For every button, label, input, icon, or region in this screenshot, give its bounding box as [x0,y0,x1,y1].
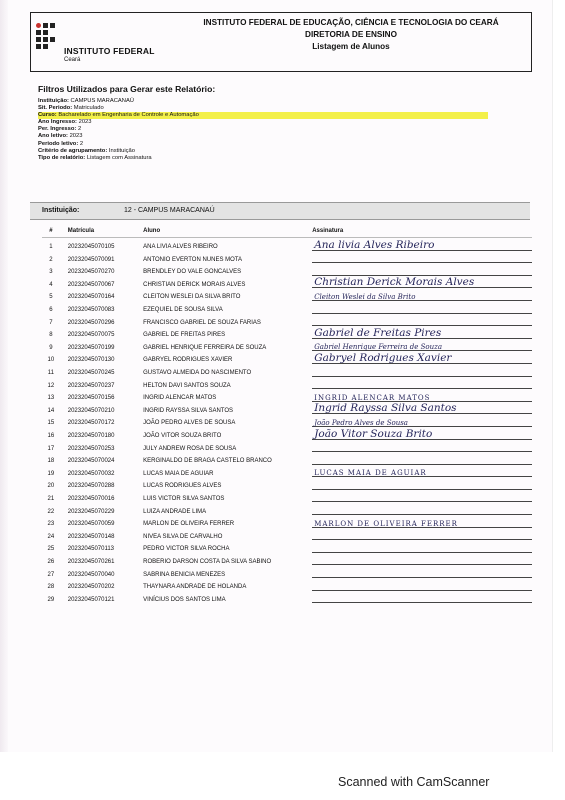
signature-line [312,313,532,326]
signature-line [312,439,532,452]
filter-value: 2023 [78,119,92,126]
row-number: 3 [49,269,53,276]
col-header-number: # [42,225,60,238]
signature-line [312,578,532,591]
handwritten-signature: MARLON DE OLIVEIRA FERRER [314,519,458,528]
signature-line [312,338,532,351]
signature-line [312,263,532,276]
enrollment-cell: 20232045070016 [67,495,115,502]
signature-line [312,477,532,490]
table-row [42,326,532,339]
enrollment-cell: 20232045070091 [67,256,115,263]
filter-row [38,141,488,148]
table-row [42,590,532,603]
signature-line [312,401,532,414]
filter-row [38,148,488,155]
enrollment-cell: 20232045070156 [67,395,115,402]
student-name-cell: ANTONIO EVERTON NUNES MOTA [143,256,243,263]
enrollment-cell: 20232045070237 [67,382,115,389]
institution-group-bar [30,202,530,220]
row-number: 10 [47,357,55,364]
col-header-student: Aluno [143,225,312,238]
institution-logo [36,23,156,67]
student-name-cell: GABRYEL RODRIGUES XAVIER [143,357,233,364]
col-header-signature: Assinatura [312,225,532,238]
table-row [42,363,532,376]
signature-line [312,515,532,528]
student-name-cell: VINÍCIUS DOS SANTOS LIMA [143,596,226,603]
student-name-cell: INGRID RAYSSA SILVA SANTOS [143,407,234,414]
row-number: 9 [49,344,53,351]
enrollment-cell: 20232045070032 [67,470,115,477]
table-row [42,401,532,414]
enrollment-cell: 20232045070121 [67,596,115,603]
student-name-cell: JOÃO PEDRO ALVES DE SOUSA [143,420,236,427]
table-row [42,313,532,326]
enrollment-cell: 20232045070253 [67,445,115,452]
enrollment-cell: 20232045070261 [67,558,115,565]
filter-value: 2 [77,126,82,133]
student-name-cell: LUCAS RODRIGUES ALVES [143,483,222,490]
student-name-cell: SABRINA BENICIA MENEZES [143,571,226,578]
enrollment-cell: 20232045070245 [67,370,115,377]
row-number: 22 [47,508,55,515]
table-row [42,250,532,263]
row-number: 1 [49,244,53,251]
filter-value: Matriculado [73,105,104,112]
table-row [42,515,532,528]
enrollment-cell: 20232045070164 [67,294,115,301]
table-row [42,414,532,427]
row-number: 24 [47,533,55,540]
filter-value: Instituição [108,147,135,154]
handwritten-signature: Ana livia Alves Ribeiro [314,238,435,251]
signature-line [312,426,532,439]
signature-line [312,250,532,263]
row-number: 13 [47,395,55,402]
handwritten-signature: Gabriel de Freitas Pires [314,326,442,339]
filters-section [38,84,488,162]
student-name-cell: LUCAS MAIA DE AGUIAR [143,470,214,477]
table-row [42,489,532,502]
handwritten-signature: João Vitor Souza Brito [314,427,433,440]
row-number: 8 [49,332,53,339]
filter-value: 2 [79,140,84,147]
filter-row [38,126,488,133]
filter-label: Sit. Periodo: [38,105,73,112]
signature-line [312,326,532,339]
student-name-cell: FRANCISCO GABRIEL DE SOUZA FARIAS [143,319,261,326]
table-row [42,578,532,591]
signature-line [312,414,532,427]
filter-value: CAMPUS MARACANAÚ [70,98,134,104]
row-number: 17 [47,445,55,452]
table-header-row [42,225,532,238]
enrollment-cell: 20232045070059 [67,521,115,528]
org-department: DIRETORIA DE ENSINO [305,30,397,39]
student-name-cell: BRENDLEY DO VALE GONCALVES [143,269,242,276]
student-name-cell: EZEQUIEL DE SOUSA SILVA [143,307,223,314]
table-row [42,540,532,553]
filter-label: Instituição: [38,98,69,104]
handwritten-signature: LUCAS MAIA DE AGUIAR [314,469,427,478]
enrollment-cell: 20232045070083 [67,307,115,314]
logo-grid-icon [36,23,58,51]
scanner-watermark: Scanned with CamScanner [338,775,490,789]
enrollment-cell: 20232045070148 [67,533,115,540]
filter-label: Critério de agrupamento: [38,147,108,154]
enrollment-cell: 20232045070075 [67,332,115,339]
row-number: 20 [47,483,55,490]
table-row [42,426,532,439]
student-name-cell: NIVEA SILVA DE CARVALHO [143,533,223,540]
signature-line [312,552,532,565]
filter-row [38,112,488,119]
enrollment-cell: 20232045070113 [67,546,115,553]
row-number: 29 [47,596,55,603]
row-number: 5 [49,294,53,301]
row-number: 28 [47,584,55,591]
enrollment-cell: 20232045070270 [67,269,115,276]
handwritten-signature: INGRID ALENCAR MATOS [314,393,431,402]
student-name-cell: THAYNARA ANDRADE DE HOLANDA [143,584,247,591]
enrollment-cell: 20232045070067 [67,281,115,288]
table-row [42,389,532,402]
signature-line [312,502,532,515]
handwritten-signature: Cleiton Weslei da Silva Brito [314,292,416,301]
signature-line [312,540,532,553]
enrollment-cell: 20232045070199 [67,344,115,351]
handwritten-signature: Gabryel Rodrigues Xavier [314,351,452,364]
table-row [42,552,532,565]
filter-value: Bacharelado em Engenharia de Controle e Automação [58,112,199,119]
table-row [42,275,532,288]
table-row [42,238,532,251]
filter-row [38,119,488,126]
student-name-cell: CLEITON WESLEI DA SILVA BRITO [143,294,241,301]
filter-row [38,155,488,162]
row-number: 16 [47,433,55,439]
enrollment-cell: 20232045070180 [67,433,115,439]
report-title: Listagem de Alunos [312,42,390,51]
row-number: 15 [47,420,55,427]
col-header-enrollment: Matrícula [60,225,143,238]
table-row [42,376,532,389]
enrollment-cell: 20232045070229 [67,508,115,515]
table-row [42,477,532,490]
row-number: 26 [47,558,55,565]
signature-line [312,590,532,603]
table-row [42,502,532,515]
student-name-cell: CHRISTIAN DERICK MORAIS ALVES [143,281,246,288]
student-name-cell: LUIS VICTOR SILVA SANTOS [143,495,225,502]
table-row [42,263,532,276]
signature-line [312,238,532,251]
handwritten-signature: Ingrid Rayssa Silva Santos [314,402,457,415]
filter-row [38,105,488,112]
signature-line [312,389,532,402]
student-name-cell: GABRIEL HENRIQUE FERREIRA DE SOUZA [143,344,267,351]
table-row [42,439,532,452]
table-row [42,527,532,540]
row-number: 25 [47,546,55,553]
signature-line [312,464,532,477]
enrollment-cell: 20232045070288 [67,483,115,490]
page-edge-shadow [0,0,8,752]
enrollment-cell: 20232045070296 [67,319,115,326]
filter-label: Ano letivo: [38,133,68,140]
signature-line [312,300,532,313]
org-name: INSTITUTO FEDERAL DE EDUCAÇÃO, CIÊNCIA E TECNOLOGIA DO CEARÁ [203,18,499,27]
student-name-cell: MARLON DE OLIVEIRA FERRER [143,521,235,528]
enrollment-cell: 20232045070172 [67,420,115,427]
signature-line [312,489,532,502]
signature-line [312,527,532,540]
enrollment-cell: 20232045070202 [67,584,115,591]
student-name-cell: HELTON DAVI SANTOS SOUZA [143,382,231,389]
row-number: 4 [49,281,53,288]
student-name-cell: ANA LIVIA ALVES RIBEIRO [143,244,218,251]
table-row [42,288,532,301]
table-row [42,351,532,364]
filter-label: Per. Ingresso: [38,126,77,133]
filter-label: Ano Ingresso: [38,119,77,126]
signature-line [312,565,532,578]
enrollment-cell: 20232045070210 [67,407,115,414]
student-name-cell: GUSTAVO ALMEIDA DO NASCIMENTO [143,370,252,377]
enrollment-cell: 20232045070040 [67,571,115,578]
student-name-cell: KERGINALDO DE BRAGA CASTELO BRANCO [143,458,272,465]
row-number: 6 [49,307,53,314]
filter-row [38,98,488,105]
enrollment-cell: 20232045070024 [67,458,115,465]
table-row [42,300,532,313]
row-number: 18 [47,458,55,465]
filters-title: Filtros Utilizados para Gerar este Relatório: [38,84,216,94]
filters-list [38,98,488,162]
logo-name: INSTITUTO FEDERAL [64,46,155,56]
student-name-cell: GABRIEL DE FREITAS PIRES [143,332,226,339]
signature-line [312,452,532,465]
row-number: 14 [47,407,55,414]
row-number: 7 [49,319,53,326]
student-name-cell: PEDRO VICTOR SILVA ROCHA [143,546,230,553]
organization-heading [171,17,531,53]
filter-label: Periodo letivo: [38,140,79,147]
filter-label: Curso: [38,112,57,119]
filter-value: Listagem com Assinatura [86,154,152,161]
student-name-cell: LUIZA ANDRADE LIMA [143,508,207,515]
institution-value: 12 - CAMPUS MARACANAÚ [124,207,215,214]
student-name-cell: ROBERIO DARSON COSTA DA SILVA SABINO [143,558,272,565]
filter-value: 2023 [69,133,83,140]
row-number: 19 [47,470,55,477]
report-header [30,12,532,72]
students-table [42,225,532,603]
filter-label: Tipo de relatório: [38,154,86,161]
row-number: 23 [47,521,55,528]
logo-subtitle: Ceará [64,57,81,63]
students-table-body [42,238,532,603]
signature-line [312,288,532,301]
student-name-cell: JOÃO VITOR SOUZA BRITO [143,433,222,439]
row-number: 27 [47,571,55,578]
handwritten-signature: João Pedro Alves de Sousa [314,418,408,427]
row-number: 21 [47,495,55,502]
signature-line [312,363,532,376]
institution-label: Instituição: [42,207,80,214]
enrollment-cell: 20232045070130 [67,357,115,364]
signature-line [312,351,532,364]
handwritten-signature: Gabriel Henrique Ferreira de Souza [314,343,443,352]
student-name-cell: JULY ANDREW ROSA DE SOUSA [143,445,237,452]
enrollment-cell: 20232045070105 [67,244,115,251]
table-row [42,565,532,578]
row-number: 2 [49,256,53,263]
signature-line [312,376,532,389]
row-number: 11 [47,370,54,377]
student-name-cell: INGRID ALENCAR MATOS [143,395,217,402]
table-row [42,338,532,351]
table-row [42,452,532,465]
table-row [42,464,532,477]
signature-line [312,275,532,288]
handwritten-signature: Christian Derick Morais Alves [314,276,475,289]
filter-row [38,133,488,140]
row-number: 12 [47,382,55,389]
